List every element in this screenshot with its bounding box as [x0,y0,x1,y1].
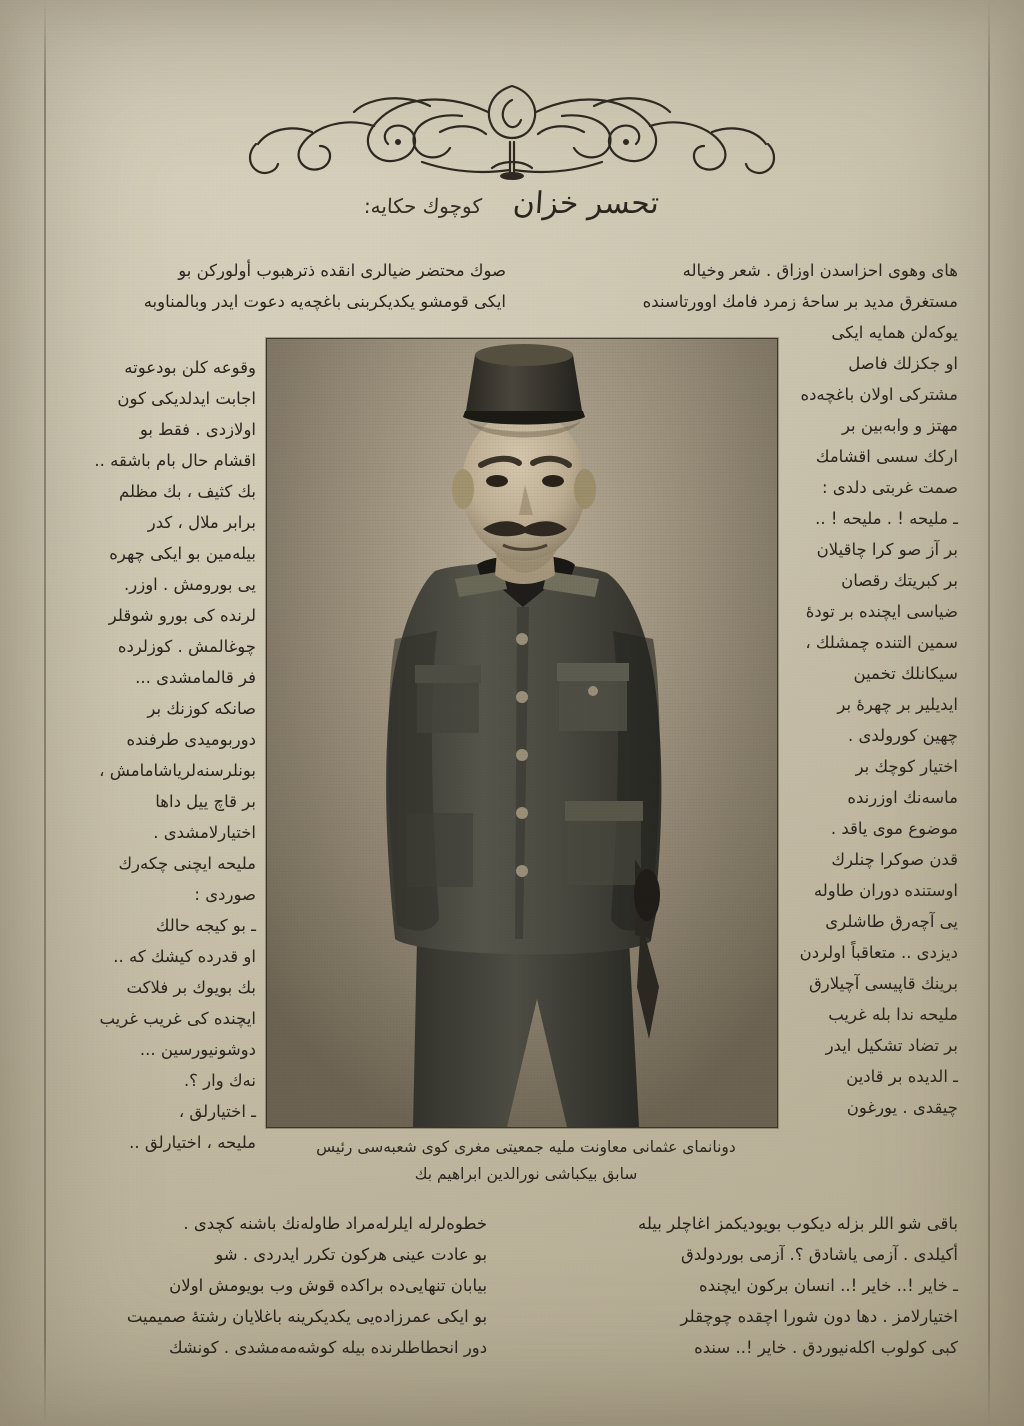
text-line: ـ ملیحه ! . ملیحه ! .. [815,509,958,528]
text-line: بر آز صو كرا چاقیلان [816,540,958,559]
article-title-block [0,186,1024,221]
text-line: او جكزلك فاصل [848,354,958,373]
text-line: ضیاسی ایچنده بر تودهٔ [805,602,958,621]
text-line: دوشونیورسین ... [139,1040,256,1059]
text-line: ـ خایر !.. خایر !.. انسان بركون ایچنده [699,1276,958,1295]
text-line: اركك سسی اقشامك [815,447,958,466]
text-line: بك كثیف ، بك مظلم [118,482,256,501]
text-line: ـ اختیارلق ، [178,1102,256,1121]
text-line: بر كبریتك رقصان [841,571,958,590]
text-line: بیابان تنهایی‌ده براكده قوش وب بویومش اولان [169,1276,488,1295]
text-line: چهین كورولدی . [848,726,958,745]
text-column-bottom-right [86,1208,487,1363]
text-column-left-top [86,255,506,317]
text-line: ملیحه ندا بله غریب [828,1005,958,1024]
photo-grain-overlay [267,339,777,1127]
portrait-photograph [266,338,778,1128]
text-line: بر قاچ ییل داها [155,792,256,811]
text-line: ایكی قومشو یكدیكربنی باغچه‌یه دعوت ایدر وبالمناوبه [143,292,506,311]
text-column-bottom-left [557,1208,958,1363]
text-line: دوربومیدی طرفنده [126,730,256,749]
text-line: ملیحه ، اختیارلق .. [129,1133,256,1152]
article-title: تحسر خزان [512,186,661,221]
text-line: بر تضاد تشكیل ایدر [825,1036,958,1055]
text-line: سمین التنده چمشلك ، [805,633,958,652]
text-line: یی بورومش . اوزر. [124,575,256,594]
text-line: دیزدی .. متعاقباً اولردن [799,943,958,962]
text-line: وقوعه كلن بودعوته [124,358,256,377]
text-line: دور انحطاطلرنده بیله كوشه‌مه‌مشدی . كونشك [169,1338,488,1357]
text-line: بیله‌مین بو ایكی چهره [109,544,256,563]
text-column-left [86,352,256,1158]
text-line: باقی شو اللر بزله دیكوب بویودیكمز اغاچلر بیله [638,1214,958,1233]
text-line: ایدیلیر بر چهرهٔ بر [837,695,958,714]
text-line: ـ الدیده بر قادین [846,1067,958,1086]
text-line: موضوع موی یاقد . [830,819,958,838]
caption-line: سابق بیكباشی نورالدین ابراهیم بك [414,1165,638,1183]
text-line: چوغالمش . كوزلرده [117,637,256,656]
text-line: صوك محتضر ضیالری انقده ذترهبوب أولوركن بو [178,261,506,280]
caption-line: دونانمای عثمانی معاونت ملیه جمعیتی مغری كوی شعبه‌سی رئیس [316,1138,736,1156]
text-line: صوردی : [194,885,256,904]
art-nouveau-headpiece-icon [192,72,832,182]
text-line: چیقدی . یورغون [846,1098,958,1117]
text-line: أكیلدی . آزمی یاشادق ؟. آزمی بوردولدق [681,1245,958,1264]
text-line: اختیارلامشدی . [153,823,256,842]
text-line: ایچنده كی غریب غریب [99,1009,256,1028]
text-line: بونلرسنه‌لریاشامامش ، [99,761,256,780]
text-line: برینك قاپیسی آچیلارق [809,974,958,993]
text-line: صمت غربتی دلدی : [821,478,958,497]
text-line: فر قالمامشدی ... [135,668,256,687]
text-line: اوستنده دوران طاوله [813,881,958,900]
photo-caption [266,1134,786,1188]
text-line: ماسه‌نك اوزرنده [847,788,958,807]
text-line: اختیارلامز . دها دون شورا اچقده چوچقلر [680,1307,958,1326]
article-subtitle: كوچوك حكايه: [363,194,484,218]
text-line: ملیحه ایچنی چكه‌رك [118,854,256,873]
text-line: اقشام حال بام باشقه .. [94,451,256,470]
text-line: سیكانلك تخمین [853,664,958,683]
text-line: های وهوی احزاسدن اوزاق . شعر وخیاله [682,261,958,280]
text-line: مهتز و وابه‌بین بر [841,416,958,435]
text-line: مستغرق مدید بر ساحهٔ زمرد فامك اوورتاسنده [642,292,958,311]
text-line: اجابت ایدلدیكی كون [117,389,256,408]
text-line: بو عادت عینی هركون تكرر ایدردی . شو [215,1245,488,1264]
text-line: بك بویوك بر فلاكت [126,978,256,997]
text-line: یوكه‌لن همایه ایكی [831,323,958,342]
text-line: یی آچه‌رق طاشلری [825,912,958,931]
text-line: نه‌ك وار ؟. [183,1071,256,1090]
text-line: اولازدی . فقط بو [139,420,256,439]
text-line: مشتركی اولان باغچه‌ده [800,385,958,404]
text-line: لرنده كی بورو شوقلر [108,606,256,625]
text-line: او قدرده كیشك كه .. [113,947,256,966]
text-line: بو ایكی عمرزاده‌یی یكدیكرینه باغلایان رشتهٔ صمیمیت [126,1307,488,1326]
bottom-text-block [86,1208,958,1363]
text-line: برابر ملال ، كدر [147,513,256,532]
text-line: خطوه‌لرله ایلرله‌مراد طاوله‌نك باشنه كچدی . [183,1214,488,1233]
text-line: ـ بو كیجه حالك [155,916,256,935]
text-line: قدن صوكرا چنلرك [831,850,958,869]
text-line: صانكه كوزنك بر [147,699,256,718]
text-line: كبی كولوب اكله‌نیوردق . خایر !.. سنده [694,1338,958,1357]
text-line: اختیار كوچك بر [855,757,958,776]
